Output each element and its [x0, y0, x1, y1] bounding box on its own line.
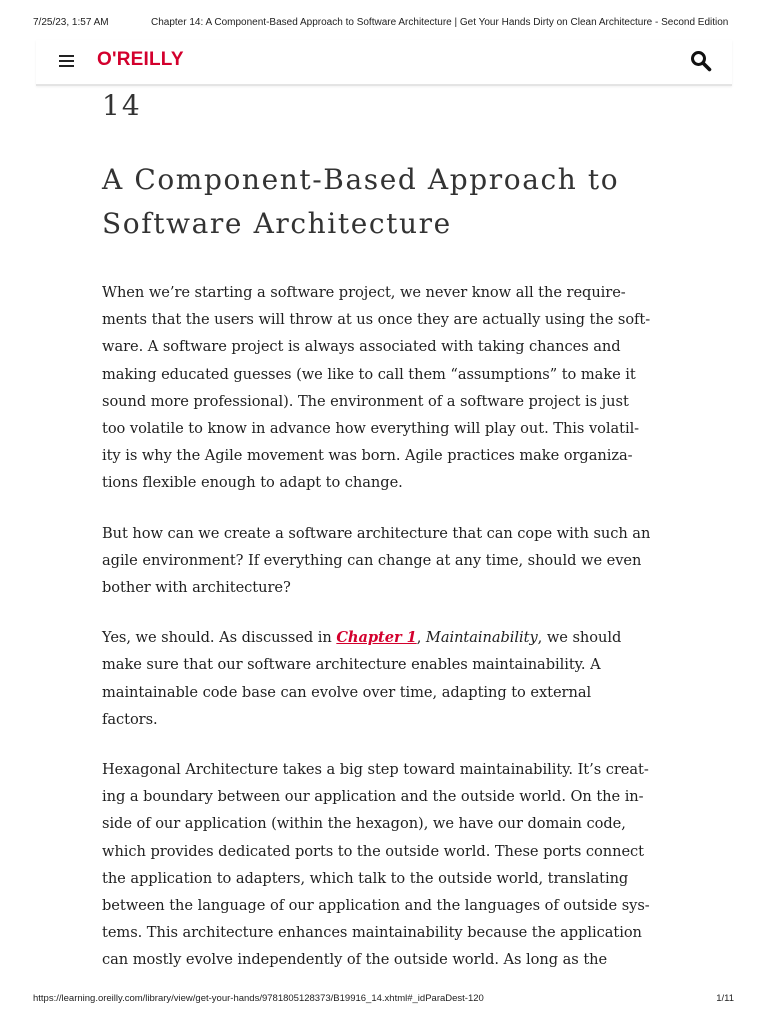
paragraph-question [102, 520, 651, 602]
paragraph-line: maintainable code base can evolve over time, adapting to external [102, 683, 592, 701]
paragraph-intro [102, 279, 651, 497]
paragraph-line: making educated guesses (we like to call them “assumptions” to make it [102, 365, 636, 383]
paragraph-line: side of our application (within the hexagon), we have our domain code, [102, 815, 626, 833]
chapter-title-line-2: Software Architecture [102, 207, 452, 240]
print-url: https://learning.oreilly.com/library/view/get-your-hands/9781805128373/B19916_14.xhtml#_idParaDest-120 [33, 993, 484, 1004]
paragraph-line: When we’re starting a software project, we never know all the require- [102, 284, 626, 301]
paragraph-line: between the language of our application and the languages of outside sys- [102, 897, 650, 915]
paragraph-line: the application to adapters, which talk to the outside world, translating [102, 869, 629, 887]
paragraph-text: , we should [537, 629, 622, 647]
paragraph-hexagonal [102, 756, 650, 974]
top-navigation-bar [36, 40, 732, 86]
paragraph-line: ity is why the Agile movement was born. Agile practices make organiza- [102, 447, 633, 465]
paragraph-line: which provides dedicated ports to the outside world. These ports connect [102, 842, 644, 860]
paragraph-line: Hexagonal Architecture takes a big step toward maintainability. It’s creat- [102, 761, 649, 779]
paragraph-line: agile environment? If everything can change at any time, should we even [102, 551, 642, 569]
chapter-title-line-1: A Component-Based Approach to [102, 163, 620, 196]
paragraph-line: ware. A software project is always associated with taking chances and [102, 338, 621, 356]
print-footer [33, 993, 734, 1007]
paragraph-line: factors. [102, 710, 158, 728]
paragraph-line: ing a boundary between our application and the outside world. On the in- [102, 788, 644, 806]
paragraph-line: too volatile to know in advance how everything will play out. This volatil- [102, 420, 640, 438]
oreilly-logo[interactable]: O'REILLY [97, 49, 184, 70]
paragraph-text: , [416, 629, 426, 647]
print-page-number: 1/11 [716, 993, 734, 1004]
chapter-content [102, 84, 651, 997]
print-header [33, 17, 732, 31]
paragraph-line: But how can we create a software architecture that can cope with such an [102, 524, 651, 542]
paragraph-line: can mostly evolve independently of the outside world. As long as the [102, 951, 608, 969]
chapter-1-link[interactable]: Chapter 1 [336, 629, 417, 647]
chapter-title [102, 158, 642, 246]
paragraph-line: tems. This architecture enhances maintainability because the application [102, 924, 642, 942]
paragraph-line: sound more professional). The environment of a software project is just [102, 392, 629, 410]
paragraph-line: bother with architecture? [102, 579, 291, 597]
print-page-title: Chapter 14: A Component-Based Approach to Software Architecture | Get Your Hands Dirty on Clean Architecture - Second Edition [151, 17, 729, 28]
print-datetime: 7/25/23, 1:57 AM [33, 17, 109, 28]
maintainability-italic: Maintainability [425, 629, 538, 647]
paragraph-line: make sure that our software architecture enables maintainability. A [102, 656, 601, 674]
search-icon[interactable] [690, 50, 712, 72]
paragraph-text: Yes, we should. As discussed in [102, 629, 337, 647]
chapter-number: 14 [102, 89, 142, 122]
hamburger-menu-icon[interactable] [59, 55, 74, 67]
paragraph-maintainability [102, 624, 642, 733]
paragraph-line [102, 624, 642, 651]
paragraph-line: tions flexible enough to adapt to change. [102, 474, 403, 492]
paragraph-line: ments that the users will throw at us once they are actually using the soft- [102, 311, 651, 329]
